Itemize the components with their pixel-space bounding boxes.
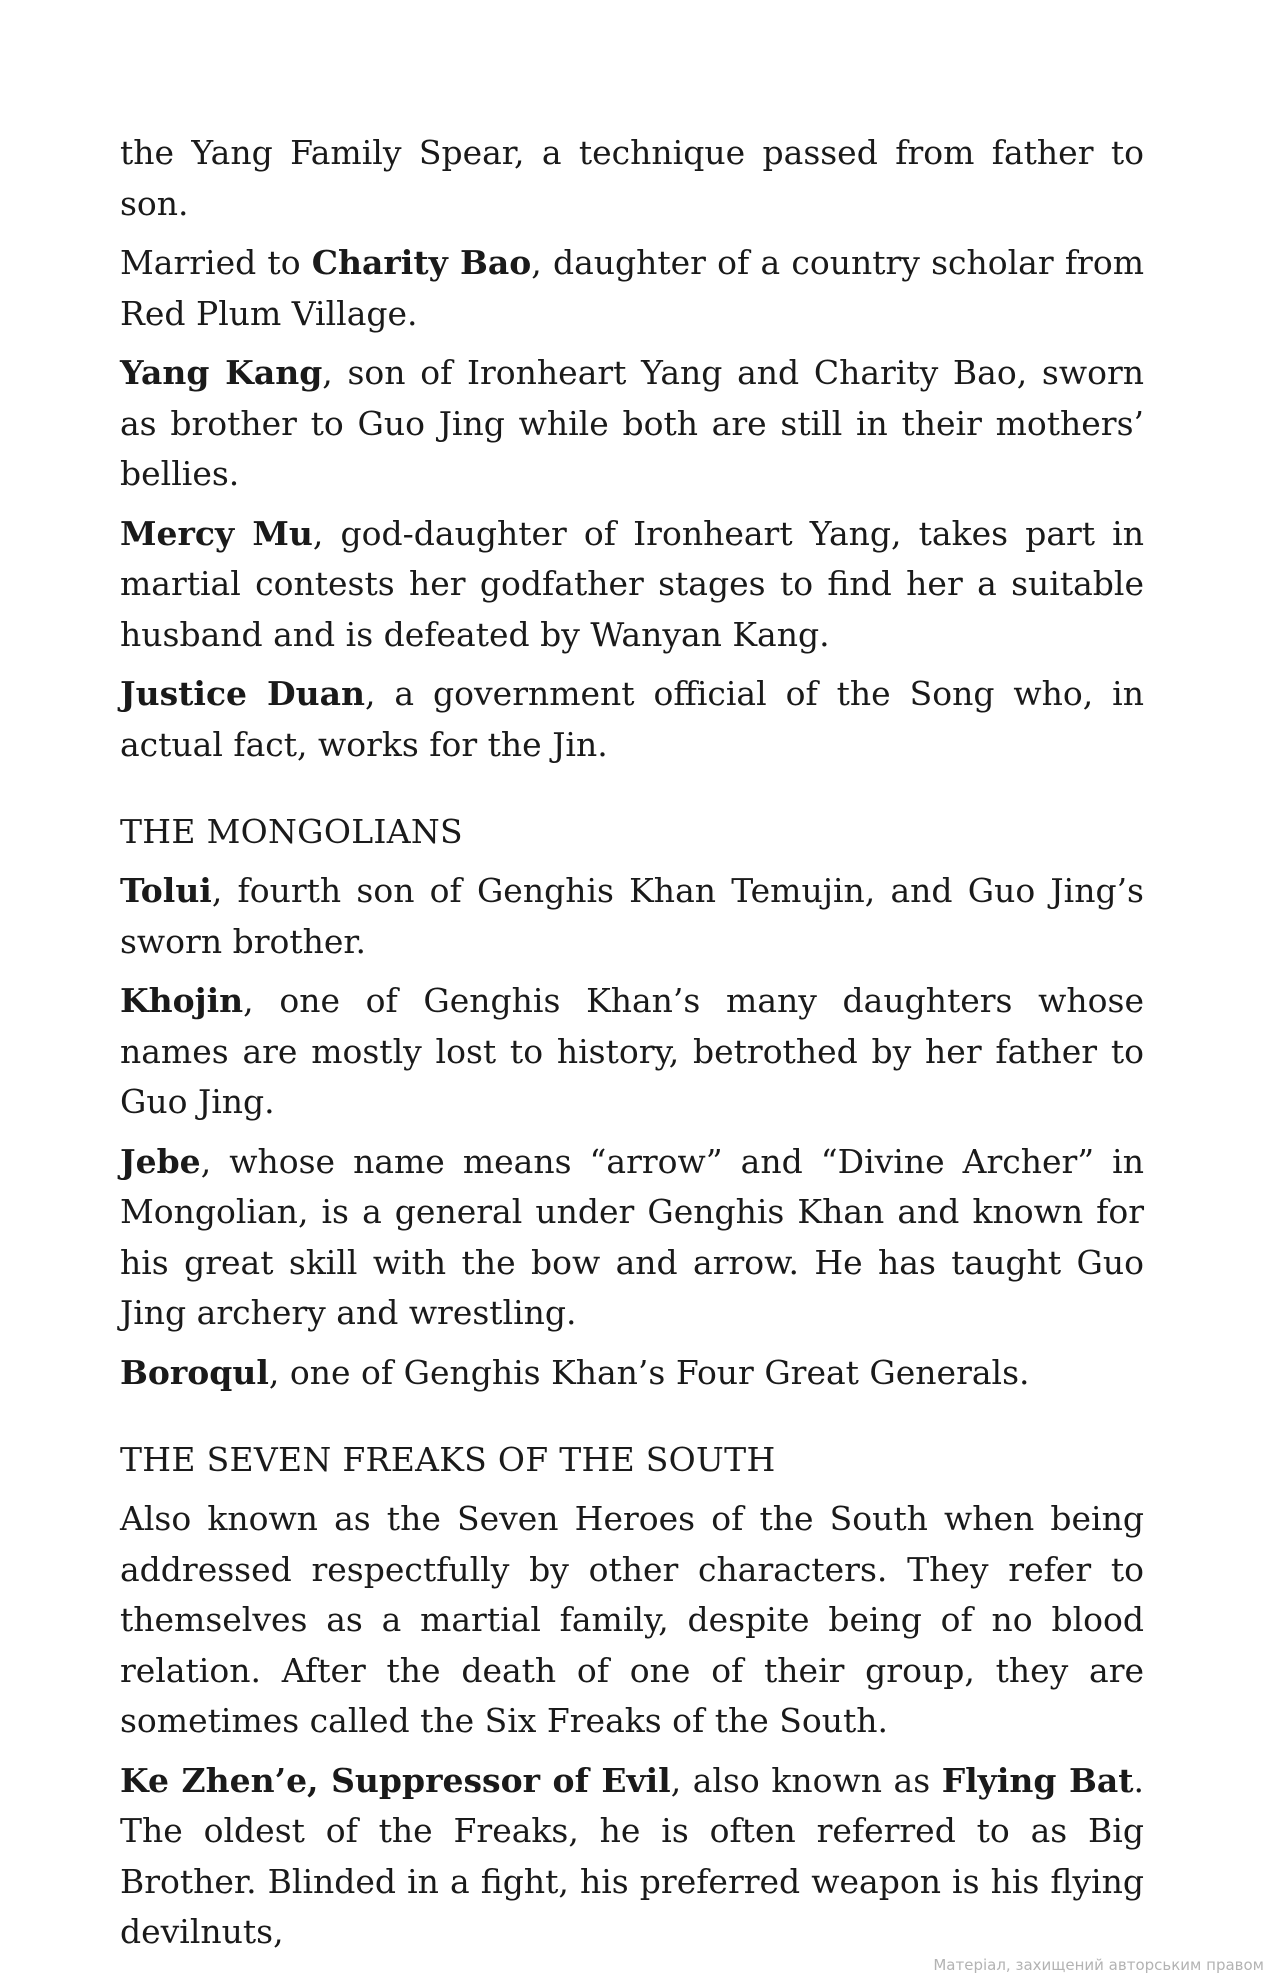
- page-body: [120, 128, 1144, 1967]
- text-run: , one of Genghis Khan’s many daughters whose names are mostly lost to history, betrothed by her father to Guo Jing.: [120, 981, 1144, 1121]
- bold-name-run: Khojin: [120, 981, 244, 1020]
- paragraph-boroqul: [120, 1348, 1144, 1399]
- text-run: , fourth son of Genghis Khan Temujin, and Guo Jing’s sworn brother.: [120, 871, 1144, 961]
- text-run: . The oldest of the Freaks, he is often referred to as Big Brother. Blinded in a fight, his preferred weapon is his flying devilnuts,: [120, 1760, 1144, 1951]
- copyright-watermark: Матеріал, захищений авторським правом: [933, 1956, 1264, 1974]
- text-run: , a government official of the Song who, in actual fact, works for the Jin.: [120, 674, 1144, 764]
- text-run: , whose name means “arrow” and “Divine Archer” in Mongolian, is a general under Genghis Khan and known for his great skill with the bow and arrow. He has taught Guo Jing archery and wrestling.: [120, 1141, 1144, 1332]
- text-run: the Yang Family Spear, a technique passed from father to son.: [120, 133, 1144, 223]
- paragraph-charity-bao: [120, 238, 1144, 339]
- text-run: , daughter of a country scholar from Red Plum Village.: [120, 243, 1144, 333]
- bold-name-run: Mercy Mu: [120, 513, 313, 553]
- bold-name-run: Charity Bao: [311, 243, 532, 282]
- section-heading-seven-freaks: THE SEVEN FREAKS OF THE SOUTH: [120, 1440, 776, 1479]
- paragraph-yang-spear: [120, 128, 1144, 229]
- paragraph-khojin: [120, 976, 1144, 1128]
- bold-name-run: Yang Kang: [120, 353, 323, 392]
- paragraph-jebe: [120, 1137, 1144, 1339]
- paragraph-mercy-mu: [120, 509, 1144, 661]
- bold-name-run: Ke Zhen’e, Suppressor of Evil: [120, 1760, 671, 1800]
- bold-name-run: Justice Duan: [120, 674, 365, 713]
- paragraph-ke-zhene: [120, 1756, 1144, 1958]
- bold-name-run: Tolui: [120, 871, 212, 910]
- bold-name-run: Jebe: [120, 1141, 201, 1181]
- paragraph-seven-freaks-intro: [120, 1494, 1144, 1747]
- text-run: , god-daughter of Ironheart Yang, takes part in martial contests her godfather stages to find her a suitable husband and is defeated by Wanyan Kang.: [120, 513, 1144, 654]
- bold-name-run: Boroqul: [120, 1352, 269, 1392]
- text-run: Married to: [120, 243, 312, 282]
- paragraph-yang-kang: [120, 348, 1144, 500]
- bold-name-run: Flying Bat: [941, 1760, 1134, 1800]
- text-run: , also known as: [670, 1760, 942, 1800]
- text-run: , one of Genghis Khan’s Four Great Generals.: [268, 1352, 1030, 1392]
- section-heading-mongolians: THE MONGOLIANS: [120, 812, 463, 851]
- paragraph-tolui: [120, 866, 1144, 967]
- text-run: , son of Ironheart Yang and Charity Bao, sworn as brother to Guo Jing while both are still in their mothers’ bellies.: [120, 353, 1144, 493]
- text-run: Also known as the Seven Heroes of the South when being addressed respectfully by other characters. They refer to themselves as a martial family, despite being of no blood relation. After the death of one of their group, they are sometimes called the Six Freaks of the South.: [120, 1499, 1144, 1740]
- paragraph-justice-duan: [120, 669, 1144, 770]
